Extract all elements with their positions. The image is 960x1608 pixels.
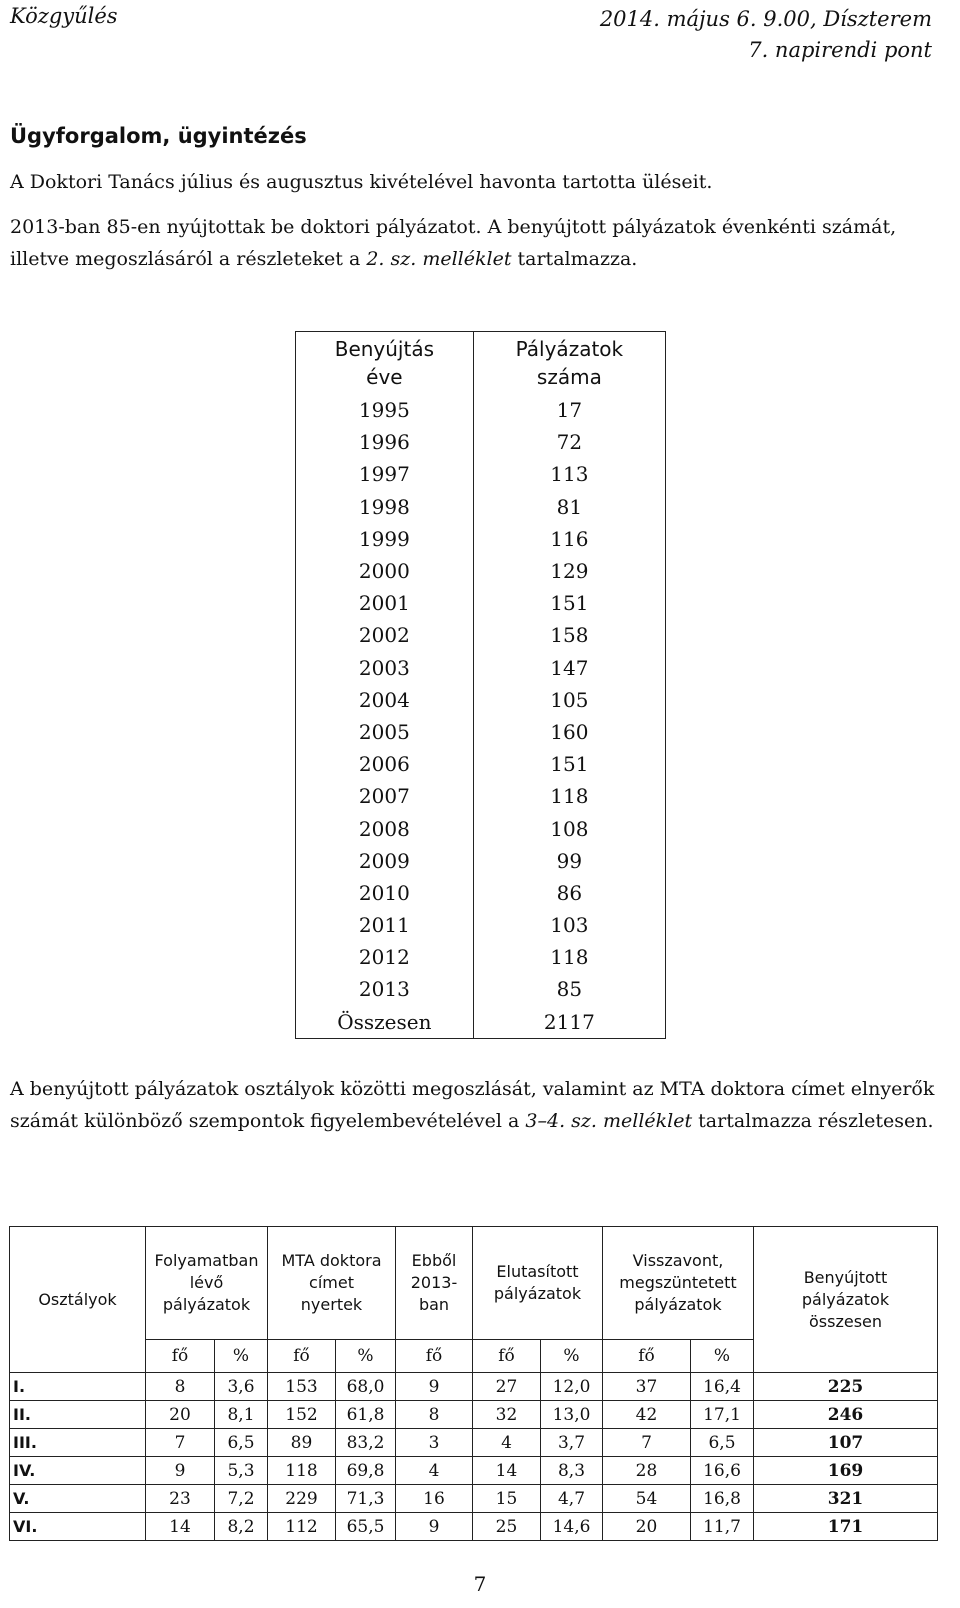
department-value-cell: 54 <box>603 1485 691 1513</box>
paragraph-applications-text-b: tartalmazza. <box>511 248 638 270</box>
paragraph-distribution <box>10 1073 935 1137</box>
year-table-row <box>296 684 666 716</box>
department-label: III. <box>10 1429 146 1457</box>
department-row <box>10 1401 938 1429</box>
year-table-body <box>296 394 666 1038</box>
department-value-cell: 8 <box>146 1373 215 1401</box>
year-cell: 2010 <box>296 877 474 909</box>
year-table-row <box>296 812 666 844</box>
paragraph-applications-text-a: 2013-ban 85-en nyújtottak be doktori pályázatot. A benyújtott pályázatok évenkénti számát, illetve megoszlásáról a részleteket a <box>10 216 897 270</box>
year-cell: 1997 <box>296 458 474 490</box>
department-value-cell: 153 <box>268 1373 336 1401</box>
unit-header-cell: % <box>541 1340 603 1373</box>
department-total-cell: 171 <box>754 1513 938 1541</box>
department-total-cell: 169 <box>754 1457 938 1485</box>
count-cell: 2117 <box>473 1006 665 1039</box>
count-cell: 158 <box>473 619 665 651</box>
department-statistics-table <box>9 1226 938 1541</box>
department-value-cell: 7 <box>146 1429 215 1457</box>
year-cell: 2009 <box>296 845 474 877</box>
department-value-cell: 8,3 <box>541 1457 603 1485</box>
year-table-row <box>296 555 666 587</box>
year-table-header-row <box>296 332 666 395</box>
year-table-row <box>296 587 666 619</box>
year-table-row <box>296 652 666 684</box>
year-cell: 2004 <box>296 684 474 716</box>
dept-table-body <box>10 1373 938 1541</box>
count-cell: 85 <box>473 973 665 1005</box>
rejected-column-header: Elutasított pályázatok <box>473 1227 603 1340</box>
department-value-cell: 27 <box>473 1373 541 1401</box>
department-value-cell: 152 <box>268 1401 336 1429</box>
year-cell: 2013 <box>296 973 474 1005</box>
department-row <box>10 1457 938 1485</box>
year-cell: 2007 <box>296 780 474 812</box>
year-cell: 2001 <box>296 587 474 619</box>
header-date-location: 2014. május 6. 9.00, Díszterem <box>599 7 932 31</box>
department-row <box>10 1485 938 1513</box>
year-cell: 1996 <box>296 426 474 458</box>
department-value-cell: 14,6 <box>541 1513 603 1541</box>
count-cell: 103 <box>473 909 665 941</box>
year-table-row <box>296 909 666 941</box>
department-total-cell: 107 <box>754 1429 938 1457</box>
department-value-cell: 14 <box>473 1457 541 1485</box>
applications-by-year-table <box>295 331 666 1039</box>
count-cell: 99 <box>473 845 665 877</box>
department-total-cell: 321 <box>754 1485 938 1513</box>
department-value-cell: 4 <box>473 1429 541 1457</box>
unit-header-cell: % <box>691 1340 754 1373</box>
year-table-row <box>296 845 666 877</box>
department-label: II. <box>10 1401 146 1429</box>
total-submitted-column-header: Benyújtott pályázatok összesen <box>754 1227 938 1373</box>
count-cell: 108 <box>473 812 665 844</box>
year-cell: 2003 <box>296 652 474 684</box>
count-cell: 86 <box>473 877 665 909</box>
department-value-cell: 37 <box>603 1373 691 1401</box>
departments-column-header: Osztályok <box>10 1227 146 1373</box>
year-table-row <box>296 458 666 490</box>
year-cell: 2012 <box>296 941 474 973</box>
department-value-cell: 68,0 <box>336 1373 396 1401</box>
count-cell: 116 <box>473 523 665 555</box>
count-cell: 118 <box>473 941 665 973</box>
department-value-cell: 11,7 <box>691 1513 754 1541</box>
department-value-cell: 14 <box>146 1513 215 1541</box>
department-value-cell: 13,0 <box>541 1401 603 1429</box>
department-value-cell: 4 <box>396 1457 473 1485</box>
department-value-cell: 65,5 <box>336 1513 396 1541</box>
paragraph-meetings: A Doktori Tanács július és augusztus kivételével havonta tartotta üléseit. <box>10 171 713 193</box>
department-value-cell: 229 <box>268 1485 336 1513</box>
department-value-cell: 6,5 <box>691 1429 754 1457</box>
department-value-cell: 16,6 <box>691 1457 754 1485</box>
mta-doctor-column-header: MTA doktora címet nyertek <box>268 1227 396 1340</box>
unit-header-cell: fő <box>396 1340 473 1373</box>
year-table-row <box>296 941 666 973</box>
department-value-cell: 32 <box>473 1401 541 1429</box>
header-right <box>600 4 932 66</box>
count-cell: 118 <box>473 780 665 812</box>
department-value-cell: 9 <box>396 1373 473 1401</box>
department-value-cell: 3,7 <box>541 1429 603 1457</box>
year-table-row <box>296 748 666 780</box>
department-value-cell: 7,2 <box>215 1485 268 1513</box>
department-value-cell: 9 <box>396 1513 473 1541</box>
count-cell: 151 <box>473 748 665 780</box>
unit-header-cell: fő <box>268 1340 336 1373</box>
in-progress-column-header: Folyamatban lévő pályázatok <box>146 1227 268 1340</box>
year-cell: 2011 <box>296 909 474 941</box>
department-value-cell: 61,8 <box>336 1401 396 1429</box>
count-cell: 113 <box>473 458 665 490</box>
department-value-cell: 89 <box>268 1429 336 1457</box>
department-value-cell: 7 <box>603 1429 691 1457</box>
department-total-cell: 225 <box>754 1373 938 1401</box>
year-table-row <box>296 523 666 555</box>
year-cell: 2005 <box>296 716 474 748</box>
year-cell: 2008 <box>296 812 474 844</box>
department-value-cell: 16,4 <box>691 1373 754 1401</box>
department-row <box>10 1373 938 1401</box>
unit-header-cell: % <box>215 1340 268 1373</box>
paragraph-distribution-text-b: tartalmazza részletesen. <box>692 1110 934 1132</box>
year-table-row <box>296 619 666 651</box>
department-value-cell: 3,6 <box>215 1373 268 1401</box>
department-value-cell: 118 <box>268 1457 336 1485</box>
department-value-cell: 3 <box>396 1429 473 1457</box>
year-table-row <box>296 780 666 812</box>
year-cell: 2000 <box>296 555 474 587</box>
year-cell: 1995 <box>296 394 474 426</box>
department-value-cell: 42 <box>603 1401 691 1429</box>
paragraph-distribution-text-a: A benyújtott pályázatok osztályok közötti megoszlását, valamint az MTA doktora címet elnyerők számát különböző szempontok figyelembevételével a <box>10 1078 935 1132</box>
department-label: V. <box>10 1485 146 1513</box>
department-value-cell: 25 <box>473 1513 541 1541</box>
department-value-cell: 28 <box>603 1457 691 1485</box>
count-column-header: Pályázatok száma <box>473 332 665 395</box>
year-cell: 1999 <box>296 523 474 555</box>
header-agenda-item: 7. napirendi pont <box>748 38 932 62</box>
count-cell: 160 <box>473 716 665 748</box>
department-row <box>10 1513 938 1541</box>
section-title: Ügyforgalom, ügyintézés <box>10 124 307 148</box>
department-value-cell: 9 <box>146 1457 215 1485</box>
department-value-cell: 6,5 <box>215 1429 268 1457</box>
of-which-2013-column-header: Ebből 2013-ban <box>396 1227 473 1340</box>
department-value-cell: 112 <box>268 1513 336 1541</box>
department-value-cell: 83,2 <box>336 1429 396 1457</box>
year-table-row <box>296 973 666 1005</box>
paragraph-applications <box>10 211 935 275</box>
year-cell: Összesen <box>296 1006 474 1039</box>
department-value-cell: 20 <box>146 1401 215 1429</box>
count-cell: 17 <box>473 394 665 426</box>
department-value-cell: 15 <box>473 1485 541 1513</box>
department-label: VI. <box>10 1513 146 1541</box>
department-value-cell: 17,1 <box>691 1401 754 1429</box>
department-value-cell: 20 <box>603 1513 691 1541</box>
count-cell: 147 <box>473 652 665 684</box>
year-table-row <box>296 877 666 909</box>
year-table-row <box>296 491 666 523</box>
count-cell: 105 <box>473 684 665 716</box>
department-value-cell: 8,2 <box>215 1513 268 1541</box>
department-value-cell: 71,3 <box>336 1485 396 1513</box>
count-cell: 81 <box>473 491 665 523</box>
department-value-cell: 69,8 <box>336 1457 396 1485</box>
year-table-row <box>296 716 666 748</box>
department-row <box>10 1429 938 1457</box>
department-value-cell: 16 <box>396 1485 473 1513</box>
department-total-cell: 246 <box>754 1401 938 1429</box>
year-cell: 2006 <box>296 748 474 780</box>
year-table-row <box>296 394 666 426</box>
department-value-cell: 8,1 <box>215 1401 268 1429</box>
unit-header-cell: fő <box>146 1340 215 1373</box>
year-column-header: Benyújtás éve <box>296 332 474 395</box>
department-value-cell: 8 <box>396 1401 473 1429</box>
unit-header-cell: % <box>336 1340 396 1373</box>
department-value-cell: 16,8 <box>691 1485 754 1513</box>
annex-reference-2: 2. sz. melléklet <box>366 248 512 270</box>
annex-reference-3-4: 3–4. sz. melléklet <box>525 1110 693 1132</box>
count-cell: 72 <box>473 426 665 458</box>
withdrawn-column-header: Visszavont, megszüntetett pályázatok <box>603 1227 754 1340</box>
department-value-cell: 12,0 <box>541 1373 603 1401</box>
department-label: IV. <box>10 1457 146 1485</box>
department-label: I. <box>10 1373 146 1401</box>
department-value-cell: 23 <box>146 1485 215 1513</box>
department-value-cell: 5,3 <box>215 1457 268 1485</box>
dept-table-header-row <box>10 1227 938 1340</box>
year-cell: 2002 <box>296 619 474 651</box>
count-cell: 151 <box>473 587 665 619</box>
year-table-row <box>296 426 666 458</box>
year-table-row <box>296 1006 666 1039</box>
page-number: 7 <box>473 1572 487 1596</box>
header-left-title: Közgyűlés <box>10 4 118 28</box>
unit-header-cell: fő <box>603 1340 691 1373</box>
year-cell: 1998 <box>296 491 474 523</box>
unit-header-cell: fő <box>473 1340 541 1373</box>
count-cell: 129 <box>473 555 665 587</box>
department-value-cell: 4,7 <box>541 1485 603 1513</box>
